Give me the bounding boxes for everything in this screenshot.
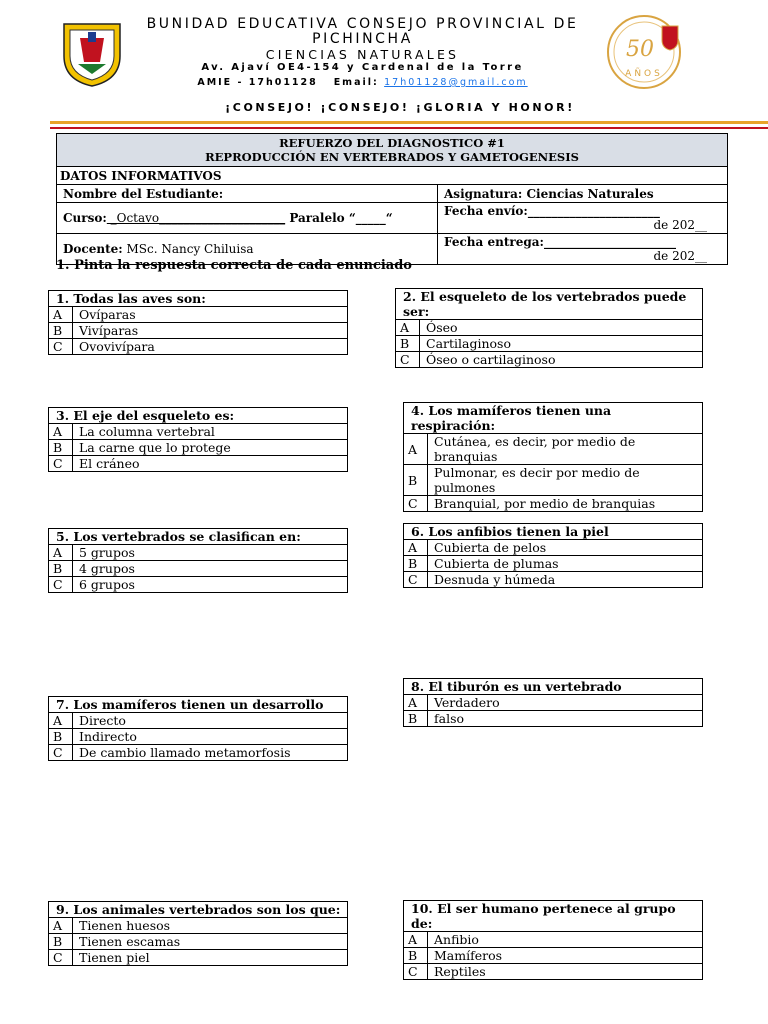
send-date-year: de 202__ (653, 218, 707, 232)
amie-label: AMIE - 17h01128 Email: (197, 77, 385, 88)
option-text[interactable]: falso (428, 711, 703, 727)
worksheet-title: REFUERZO DEL DIAGNOSTICO #1 (279, 136, 505, 150)
student-name-label: Nombre del Estudiante: (63, 186, 224, 201)
option-text[interactable]: 5 grupos (73, 545, 348, 561)
question-1-table (48, 290, 348, 355)
amie-email-line (130, 77, 595, 88)
option-letter: C (404, 964, 428, 980)
answer-option-row[interactable] (49, 561, 348, 577)
option-letter: A (49, 918, 73, 934)
option-text[interactable]: Desnuda y húmeda (428, 572, 703, 588)
question-4-title: 4. Los mamíferos tienen una respiración: (404, 403, 703, 434)
question-5-table (48, 528, 348, 593)
question-6-table (403, 523, 703, 588)
answer-option-row[interactable] (404, 711, 703, 727)
option-letter: B (49, 729, 73, 745)
answer-option-row[interactable] (404, 695, 703, 711)
option-text[interactable]: 4 grupos (73, 561, 348, 577)
question-6-title: 6. Los anfibios tienen la piel (404, 524, 703, 540)
answer-option-row[interactable] (404, 496, 703, 512)
question-4-table (403, 402, 703, 512)
subject-field (438, 185, 728, 203)
answer-option-row[interactable] (396, 336, 703, 352)
question-7-table (48, 696, 348, 761)
answer-option-row[interactable] (404, 964, 703, 980)
option-text[interactable]: Óseo o cartilaginoso (420, 352, 703, 368)
option-letter: B (49, 323, 73, 339)
option-text[interactable]: Vivíparas (73, 323, 348, 339)
subject-label: Asignatura: Ciencias Naturales (444, 186, 654, 201)
option-letter: C (49, 745, 73, 761)
answer-option-row[interactable] (404, 540, 703, 556)
option-letter: A (49, 713, 73, 729)
option-text[interactable]: Mamíferos (428, 948, 703, 964)
question-2-title: 2. El esqueleto de los vertebrados puede ser: (396, 289, 703, 320)
answer-option-row[interactable] (404, 556, 703, 572)
option-text[interactable]: La columna vertebral (73, 424, 348, 440)
option-letter: C (404, 572, 428, 588)
option-text[interactable]: Ovovivípara (73, 339, 348, 355)
option-letter: C (49, 339, 73, 355)
address-line: Av. Ajaví OE4-154 y Cardenal de la Torre (201, 62, 524, 73)
option-letter: B (49, 561, 73, 577)
option-letter: C (49, 456, 73, 472)
option-text[interactable]: Ovíparas (73, 307, 348, 323)
option-letter: A (396, 320, 420, 336)
option-letter: B (49, 934, 73, 950)
option-text[interactable]: Cutánea, es decir, por medio de branquias (428, 434, 703, 465)
option-text[interactable]: De cambio llamado metamorfosis (73, 745, 348, 761)
answer-option-row[interactable] (49, 440, 348, 456)
section-heading: DATOS INFORMATIVOS (57, 167, 728, 185)
answer-option-row[interactable] (49, 934, 348, 950)
option-letter: A (49, 307, 73, 323)
worksheet-subtitle: REPRODUCCIÓN EN VERTEBRADOS Y GAMETOGENESIS (205, 150, 579, 164)
option-text[interactable]: La carne que lo protege (73, 440, 348, 456)
question-2-table (395, 288, 703, 368)
answer-option-row[interactable] (49, 339, 348, 355)
answer-option-row[interactable] (404, 434, 703, 465)
teacher-label: Docente: (63, 242, 123, 256)
answer-option-row[interactable] (396, 320, 703, 336)
option-letter: A (404, 932, 428, 948)
due-date-field[interactable] (438, 234, 728, 265)
question-5-title: 5. Los vertebrados se clasifican en: (49, 529, 348, 545)
option-text[interactable]: Tienen huesos (73, 918, 348, 934)
option-letter: C (396, 352, 420, 368)
paralelo-label: Paralelo “_____“ (285, 211, 393, 225)
option-letter: C (404, 496, 428, 512)
option-letter: B (404, 948, 428, 964)
answer-option-row[interactable] (49, 950, 348, 966)
option-letter: C (49, 950, 73, 966)
question-8-table (403, 678, 703, 727)
answer-option-row[interactable] (49, 745, 348, 761)
question-10-title: 10. El ser humano pertenece al grupo de: (404, 901, 703, 932)
answer-option-row[interactable] (49, 918, 348, 934)
option-letter: A (404, 695, 428, 711)
subject-header: CIENCIAS NATURALES (265, 47, 460, 62)
send-date-blank: ______________________ (527, 204, 660, 218)
question-9-title: 9. Los animales vertebrados son los que: (49, 902, 348, 918)
school-shield-logo (60, 18, 124, 88)
school-name-line1: BUNIDAD EDUCATIVA CONSEJO PROVINCIAL DE (146, 16, 579, 32)
header-divider-red (50, 127, 768, 129)
option-letter: B (404, 556, 428, 572)
email-link[interactable]: 17h01128@gmail.com (384, 77, 528, 88)
answer-option-row[interactable] (49, 424, 348, 440)
answer-option-row[interactable] (404, 948, 703, 964)
option-text[interactable]: Óseo (420, 320, 703, 336)
answer-option-row[interactable] (404, 465, 703, 496)
option-text[interactable]: Branquial, por medio de branquias (428, 496, 703, 512)
send-date-field[interactable] (438, 203, 728, 234)
school-motto: ¡CONSEJO! ¡CONSEJO! ¡GLORIA Y HONOR! (225, 101, 575, 114)
option-letter: A (49, 424, 73, 440)
anniv-text: AÑOS (625, 69, 663, 79)
course-label: Curso: (63, 211, 107, 225)
option-letter: C (49, 577, 73, 593)
question-7-title: 7. Los mamíferos tienen un desarrollo (49, 697, 348, 713)
due-date-label: Fecha entrega: (444, 235, 544, 249)
course-field[interactable] (57, 203, 438, 234)
due-date-year: de 202__ (653, 249, 707, 263)
question-9-table (48, 901, 348, 966)
answer-option-row[interactable] (404, 572, 703, 588)
question-8-title: 8. El tiburón es un vertebrado (404, 679, 703, 695)
student-name-field[interactable] (57, 185, 438, 203)
answer-option-row[interactable] (49, 545, 348, 561)
option-letter: B (396, 336, 420, 352)
answer-option-row[interactable] (49, 577, 348, 593)
student-info-table (56, 133, 728, 265)
option-text[interactable]: Reptiles (428, 964, 703, 980)
option-letter: B (404, 711, 428, 727)
option-text[interactable]: Anfibio (428, 932, 703, 948)
option-letter: A (404, 434, 428, 465)
option-letter: B (49, 440, 73, 456)
answer-option-row[interactable] (49, 307, 348, 323)
option-text[interactable]: Tienen piel (73, 950, 348, 966)
option-text[interactable]: Cartilaginoso (420, 336, 703, 352)
school-name-line2: PICHINCHA (312, 31, 413, 47)
instruction-text: 1. Pinta la respuesta correcta de cada enunciado (56, 258, 412, 273)
option-text[interactable]: Verdadero (428, 695, 703, 711)
option-text[interactable]: El cráneo (73, 456, 348, 472)
option-text[interactable]: Tienen escamas (73, 934, 348, 950)
question-3-table (48, 407, 348, 472)
option-text[interactable]: Indirecto (73, 729, 348, 745)
answer-option-row[interactable] (49, 729, 348, 745)
option-text[interactable]: Directo (73, 713, 348, 729)
option-letter: B (404, 465, 428, 496)
send-date-label: Fecha envío: (444, 204, 528, 218)
option-letter: A (49, 545, 73, 561)
option-text[interactable]: Cubierta de pelos (428, 540, 703, 556)
option-text[interactable]: Cubierta de plumas (428, 556, 703, 572)
teacher-value: MSc. Nancy Chiluisa (122, 242, 254, 256)
course-value: _Octavo_____________________ (106, 211, 286, 225)
question-1-title: 1. Todas las aves son: (49, 291, 348, 307)
question-10-table (403, 900, 703, 980)
due-date-blank: ______________________ (543, 235, 676, 249)
answer-option-row[interactable] (49, 456, 348, 472)
anniv-number: 50 (626, 37, 654, 62)
option-letter: A (404, 540, 428, 556)
answer-option-row[interactable] (49, 713, 348, 729)
50-years-anniversary-logo (596, 12, 692, 92)
header-divider-gold (50, 121, 768, 124)
option-text[interactable]: 6 grupos (73, 577, 348, 593)
answer-option-row[interactable] (396, 352, 703, 368)
question-3-title: 3. El eje del esqueleto es: (49, 408, 348, 424)
option-text[interactable]: Pulmonar, es decir por medio de pulmones (428, 465, 703, 496)
answer-option-row[interactable] (404, 932, 703, 948)
answer-option-row[interactable] (49, 323, 348, 339)
info-title-cell (57, 134, 728, 167)
